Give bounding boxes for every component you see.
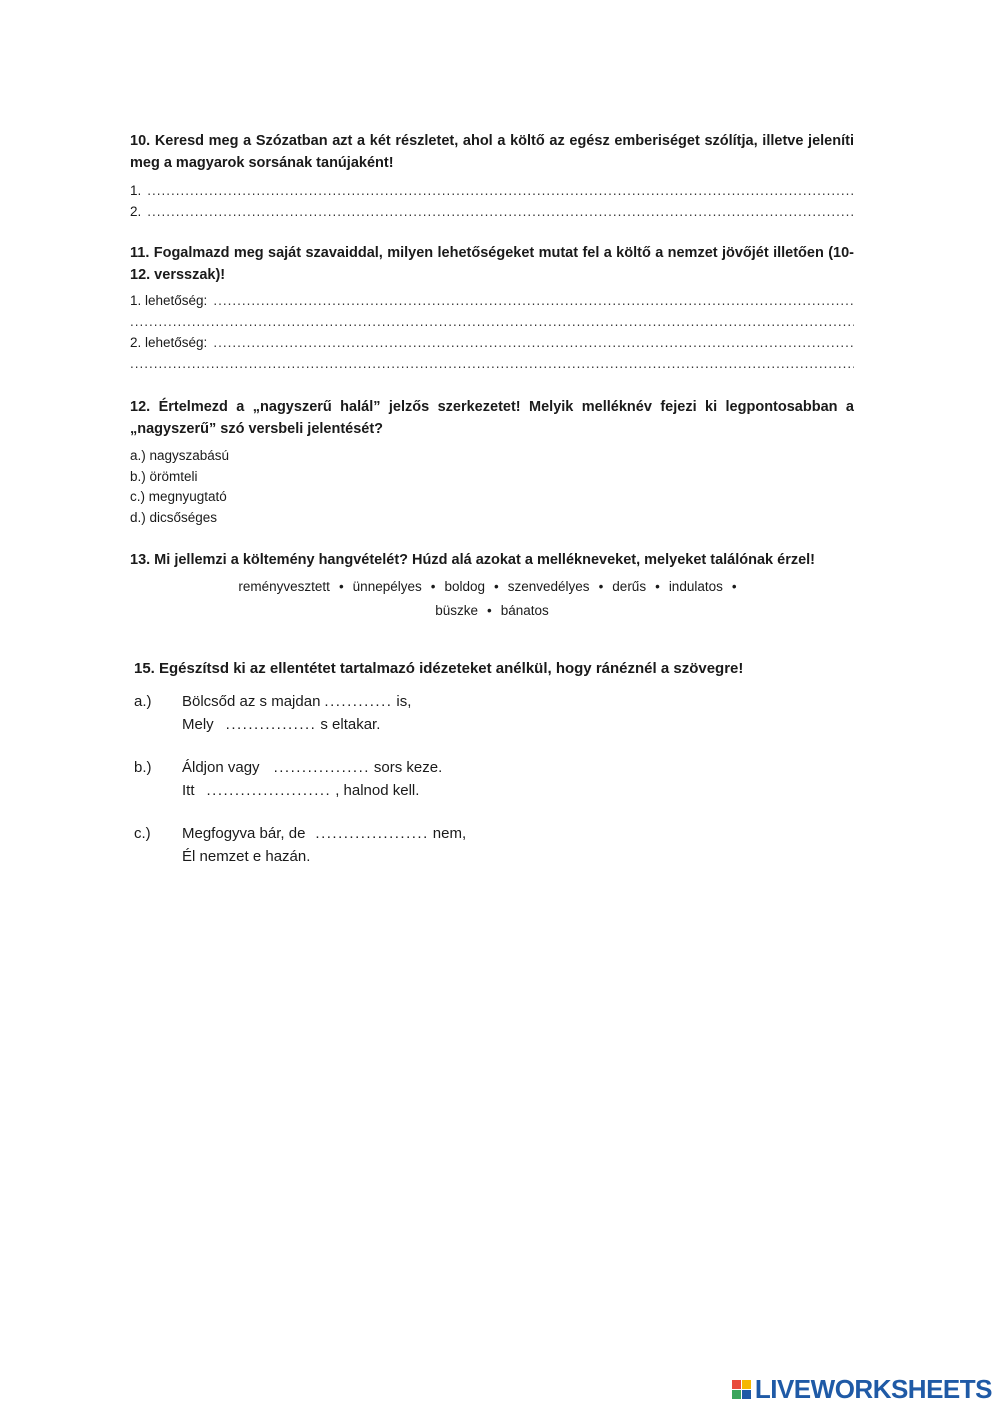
quote-text: Megfogyva bár, de (182, 825, 306, 842)
fill-blank[interactable]: ............ (324, 693, 393, 710)
item-letter: c.) (134, 825, 151, 842)
separator-dot: • (598, 579, 604, 594)
adjective-word[interactable]: szenvedélyes (507, 579, 590, 594)
question-13-title: 13. Mi jellemzi a költemény hangvételét? Húzd alá azokat a mellékneveket, melyeket találónak érzel! (130, 552, 816, 568)
adjective-word[interactable]: büszke (435, 603, 478, 618)
fill-blank[interactable]: .................... (315, 825, 429, 842)
separator-dot: • (731, 579, 737, 594)
option-c[interactable]: c.) megnyugtató (130, 489, 227, 504)
answer-line-1[interactable] (130, 180, 854, 201)
quote-text: , halnod kell. (335, 782, 420, 799)
dotted-line (147, 201, 854, 222)
answer-line-label: 2. (130, 204, 142, 219)
item-letter: b.) (134, 759, 152, 776)
option-d[interactable]: d.) dicsőséges (130, 509, 218, 525)
separator-dot: • (487, 603, 492, 618)
adjective-word[interactable]: bánatos (500, 603, 549, 618)
quote-text: Mely (182, 716, 214, 733)
question-11-title: 11. Fogalmazd meg saját szavaiddal, milyen lehetőségeket mutat fel a költő a nemzet jövőjét illetően (10-12. versszak)! (130, 245, 854, 283)
adjective-word[interactable]: indulatos (668, 579, 723, 594)
quote-text: Itt (182, 782, 195, 799)
quote-text: nem, (432, 825, 467, 842)
liveworksheets-logo[interactable] (732, 1374, 992, 1405)
adjective-word[interactable]: reményvesztett (238, 579, 330, 594)
option-a[interactable]: a.) nagyszabású (130, 448, 230, 463)
question-10 (130, 130, 854, 222)
fill-blank[interactable]: ................ (225, 716, 317, 733)
quote-text: sors keze. (373, 759, 443, 776)
question-11 (130, 242, 854, 374)
dotted-line (213, 290, 854, 311)
fill-blank[interactable]: ...................... (206, 782, 332, 799)
adjective-list (130, 575, 854, 623)
separator-dot: • (338, 579, 344, 594)
quote-text: Bölcsőd az s majdan (182, 693, 321, 710)
adjective-word[interactable]: boldog (444, 579, 486, 594)
question-12 (130, 396, 854, 528)
question-12-title: 12. Értelmezd a „nagyszerű halál” jelzős szerkezetet! Melyik melléknév fejezi ki legpontosabban a „nagyszerű” szó versbeli jelentését? (130, 399, 854, 437)
dotted-line (147, 180, 854, 201)
quote-item-c (134, 822, 854, 868)
question-13 (130, 549, 854, 623)
possibility-1-continuation[interactable] (130, 311, 854, 332)
separator-dot: • (430, 579, 436, 594)
dotted-line (213, 332, 854, 353)
fill-blank[interactable]: ................. (273, 759, 370, 776)
logo-text: LIVEWORKSHEETS (754, 1374, 992, 1404)
quote-text: Él nemzet e hazán. (182, 848, 311, 865)
answer-line-label: 1. (130, 183, 142, 198)
possibility-2-line[interactable] (130, 332, 854, 353)
quote-text: Áldjon vagy (182, 759, 260, 776)
option-b[interactable]: b.) örömteli (130, 468, 198, 484)
question-15-title: 15. Egészítsd ki az ellentétet tartalmazó idézeteket anélkül, hogy ránéznél a szövegre! (134, 660, 744, 677)
possibility-2-continuation[interactable] (130, 353, 854, 374)
question-10-title: 10. Keresd meg a Szózatban azt a két részletet, ahol a költő az egész emberiséget szólítja, illetve jeleníti meg a magyarok sorsának tanújaként! (130, 133, 854, 171)
quote-text: is, (396, 693, 412, 710)
possibility-2-label: 2. lehetőség: (130, 335, 208, 350)
dotted-line (130, 311, 854, 332)
item-letter: a.) (134, 693, 152, 710)
separator-dot: • (494, 579, 499, 594)
adjective-word[interactable]: ünnepélyes (352, 579, 422, 594)
quote-item-a (134, 690, 854, 736)
quote-text: s eltakar. (320, 716, 381, 733)
separator-dot: • (655, 579, 660, 594)
logo-mark-icon (732, 1380, 751, 1399)
possibility-1-label: 1. lehetőség: (130, 293, 208, 308)
possibility-1-line[interactable] (130, 290, 854, 311)
quote-item-b (134, 756, 854, 802)
answer-line-2[interactable] (130, 201, 854, 222)
question-15 (134, 658, 854, 868)
dotted-line (130, 353, 854, 374)
adjective-word[interactable]: derűs (612, 579, 647, 594)
